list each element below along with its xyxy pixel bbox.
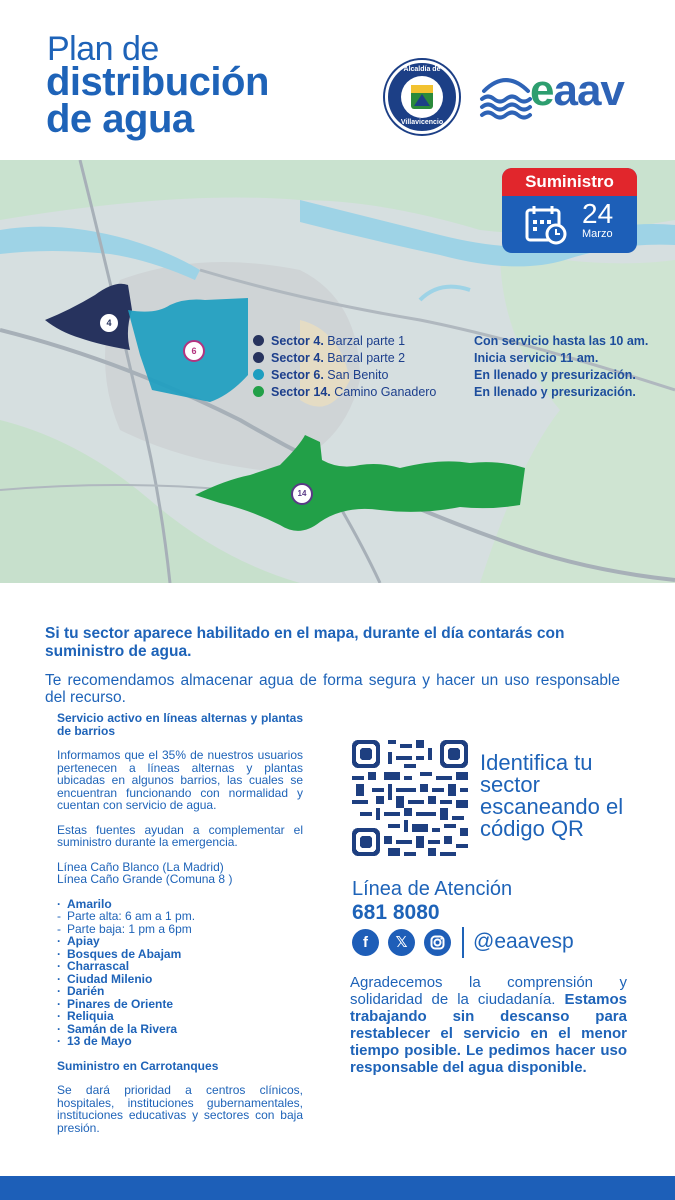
badge-day: 24 — [582, 198, 614, 229]
badge-label: Suministro — [502, 168, 637, 196]
list-item: · Samán de la Rivera — [57, 1023, 303, 1036]
list-item: · Pinares de Oriente — [57, 998, 303, 1011]
legend-item: Sector 6. San Benito — [253, 368, 388, 384]
legend-dot-icon — [253, 352, 264, 363]
footer-bar — [0, 1176, 675, 1200]
legend-item: Sector 4. Barzal parte 1 — [253, 334, 405, 350]
title-line-1: Plan de — [47, 30, 159, 68]
section-heading: Suministro en Carrotanques — [57, 1058, 219, 1073]
list-item: - Parte baja: 1 pm a 6pm — [57, 923, 303, 936]
sector-6-pin: 6 — [183, 340, 205, 362]
sector-4-pin: 4 — [98, 312, 120, 334]
sector-14-pin: 14 — [291, 483, 313, 505]
qr-code[interactable] — [352, 740, 468, 856]
legend-dot-icon — [253, 386, 264, 397]
badge-month: Marzo — [582, 228, 613, 240]
list-item: · Darién — [57, 985, 303, 998]
list-item: · Apiay — [57, 935, 303, 948]
alternate-lines-section — [57, 712, 303, 1134]
line-name: Línea Caño Blanco (La Madrid) — [57, 859, 224, 874]
legend-item: Sector 4. Barzal parte 2 — [253, 351, 405, 367]
x-twitter-icon[interactable]: 𝕏 — [388, 929, 415, 956]
facebook-icon[interactable]: f — [352, 929, 379, 956]
hotline-number[interactable]: 681 8080 — [352, 901, 440, 924]
list-item: · Amarilo — [57, 898, 303, 911]
neighborhood-list — [57, 898, 303, 1048]
seal-top-text: Alcaldía de — [403, 66, 441, 73]
eaav-waves-icon — [478, 65, 534, 121]
thanks-message: Agradecemos la comprensión y solidaridad de la ciudadanía. Estamos trabajando sin descanso para restablecer el servicio en el menor tiempo posible. Le pedimos hacer uso responsable del agua disponible. — [350, 974, 627, 1076]
header — [0, 0, 675, 160]
info-regular-text: Te recomendamos almacenar agua de forma segura y hacer un uso responsable del recurso. — [45, 672, 620, 706]
section-paragraph: Estas fuentes ayudan a complementar el suministro durante la emergencia. — [57, 822, 303, 849]
list-item: · Ciudad Milenio — [57, 973, 303, 986]
qr-instruction: Identifica tu sector escaneando el código QR — [480, 750, 624, 841]
hotline-label: Línea de Atención — [352, 878, 513, 900]
list-item: · Bosques de Abajam — [57, 948, 303, 961]
alcaldia-seal-logo — [385, 60, 459, 134]
instagram-icon[interactable] — [424, 929, 451, 956]
calendar-clock-icon — [524, 204, 568, 246]
title-line-2: distribución — [46, 60, 269, 104]
legend-status: Inicia servicio 11 am. — [474, 351, 599, 365]
info-bold-text: Si tu sector aparece habilitado en el mapa, durante el día contarás con suministro de agua. — [45, 625, 565, 660]
supply-date-badge — [502, 168, 637, 253]
divider — [462, 927, 464, 958]
legend-dot-icon — [253, 369, 264, 380]
seal-bottom-text: Villavicencio — [400, 119, 444, 126]
seal-emblem — [401, 76, 443, 118]
social-handle[interactable]: @eaavesp — [473, 930, 574, 953]
list-item: · 13 de Mayo — [57, 1035, 303, 1048]
section-heading: Servicio activo en líneas alternas y plantas de barrios — [57, 711, 303, 738]
legend-status: Con servicio hasta las 10 am. — [474, 334, 649, 348]
title-line-3: de agua — [46, 97, 194, 141]
legend-status: En llenado y presurización. — [474, 368, 636, 382]
list-item: - Parte alta: 6 am a 1 pm. — [57, 910, 303, 923]
line-name: Línea Caño Grande (Comuna 8 ) — [57, 872, 233, 886]
list-item: · Reliquia — [57, 1010, 303, 1023]
legend-dot-icon — [253, 335, 264, 346]
legend-status: En llenado y presurización. — [474, 385, 636, 399]
legend-item: Sector 14. Camino Ganadero — [253, 385, 436, 401]
eaav-logo-text: eaav — [530, 66, 624, 115]
section-paragraph: Informamos que el 35% de nuestros usuarios pertenecen a líneas alternas y plantas ubicadas en algunos barrios, las cuales se encuentran funcionando con normalidad y cuentan con servicio de agua. — [57, 748, 303, 812]
section-paragraph: Se dará prioridad a centros clínicos, hospitales, instituciones gubernamentales, instituciones educativas y sectores con baja presión. — [57, 1083, 303, 1135]
list-item: · Charrascal — [57, 960, 303, 973]
